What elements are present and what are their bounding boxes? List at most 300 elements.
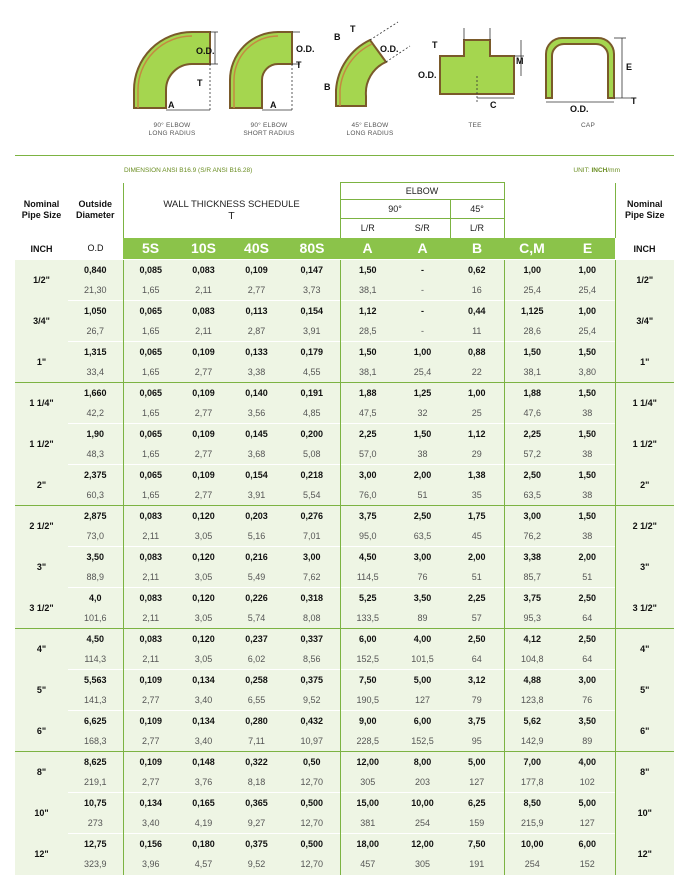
nominal-size-right: 3/4"	[615, 301, 674, 342]
table-row	[15, 465, 674, 486]
cell-mm: 3,91	[229, 485, 284, 506]
cell-mm: 215,9	[504, 813, 560, 834]
cell-mm: 1,65	[123, 321, 178, 342]
cell-inch: 0,109	[123, 711, 178, 732]
header-nominal-right-1: Nominal	[627, 199, 663, 209]
cell-inch: 2,875	[68, 506, 123, 527]
cell-inch: 8,625	[68, 752, 123, 773]
cell-mm: 12,70	[284, 854, 340, 875]
cell-inch: 12,75	[68, 834, 123, 855]
label-od: O.D.	[380, 44, 399, 54]
cell-inch: 1,00	[450, 383, 504, 404]
cell-mm: 142,9	[504, 731, 560, 752]
table-row	[15, 834, 674, 855]
cell-mm: 127	[395, 690, 450, 711]
cell-mm: 5,08	[284, 444, 340, 465]
cell-inch: 2,50	[504, 465, 560, 486]
cell-inch: -	[395, 260, 450, 281]
caption-line-1: 90° ELBOW	[250, 122, 288, 129]
table-row	[15, 526, 674, 547]
cell-inch: 18,00	[340, 834, 395, 855]
cell-mm: 38	[560, 485, 615, 506]
cell-inch: 1,315	[68, 342, 123, 363]
nominal-size-right: 8"	[615, 752, 674, 793]
cell-inch: 0,065	[123, 424, 178, 445]
cell-inch: 0,109	[178, 342, 229, 363]
label-od: O.D.	[570, 104, 589, 114]
cell-mm: 95,0	[340, 526, 395, 547]
nominal-size-right: 3 1/2"	[615, 588, 674, 629]
cell-mm: 3,38	[229, 362, 284, 383]
cell-inch: 0,365	[229, 793, 284, 814]
header-sr: S/R	[414, 223, 430, 234]
cell-inch: 0,083	[123, 588, 178, 609]
header-outside-1: Outside	[78, 199, 112, 209]
cell-mm: 1,65	[123, 280, 178, 301]
cell-inch: 0,50	[284, 752, 340, 773]
cell-inch: 0,120	[178, 506, 229, 527]
label-od: O.D.	[196, 46, 215, 56]
cell-inch: 0,500	[284, 834, 340, 855]
cell-inch: 1,50	[560, 383, 615, 404]
cell-mm: 104,8	[504, 649, 560, 670]
table-row	[15, 588, 674, 609]
cell-mm: 127	[560, 813, 615, 834]
diagram-elbow-45-long	[320, 18, 420, 140]
cell-mm: 3,05	[178, 567, 229, 588]
cell-mm: 273	[68, 813, 123, 834]
cell-mm: 28,5	[340, 321, 395, 342]
cell-mm: 254	[504, 854, 560, 875]
table-row	[15, 567, 674, 588]
cell-mm: 1,65	[123, 444, 178, 465]
cell-inch: 7,50	[340, 670, 395, 691]
cell-mm: 2,11	[123, 526, 178, 547]
cell-mm: 191	[450, 854, 504, 875]
cell-inch: 0,180	[178, 834, 229, 855]
cell-mm: 152,5	[395, 731, 450, 752]
label-od: O.D.	[296, 44, 315, 54]
cell-inch: 0,500	[284, 793, 340, 814]
cell-mm: 73,0	[68, 526, 123, 547]
code-80s: 80S	[284, 238, 340, 260]
cell-mm: 9,27	[229, 813, 284, 834]
cell-inch: 0,145	[229, 424, 284, 445]
cell-mm: 4,19	[178, 813, 229, 834]
cell-mm: 38	[395, 444, 450, 465]
cell-mm: 42,2	[68, 403, 123, 424]
label-t: T	[197, 78, 203, 88]
cell-inch: 0,318	[284, 588, 340, 609]
cell-mm: 76	[560, 690, 615, 711]
cell-inch: 0,140	[229, 383, 284, 404]
cell-mm: 141,3	[68, 690, 123, 711]
header-lr-b: L/R	[450, 219, 504, 238]
cell-inch: 8,00	[395, 752, 450, 773]
cell-inch: 2,50	[560, 588, 615, 609]
nominal-size-right: 3"	[615, 547, 674, 588]
diagram-elbow-90-long	[122, 18, 222, 140]
cell-inch: 3,75	[450, 711, 504, 732]
cell-inch: 0,120	[178, 588, 229, 609]
cell-inch: 0,133	[229, 342, 284, 363]
diagram-elbow-90-short	[218, 18, 320, 140]
table-row	[15, 547, 674, 568]
cell-mm: 7,62	[284, 567, 340, 588]
cell-inch: 12,00	[395, 834, 450, 855]
cell-mm: 51	[560, 567, 615, 588]
cell-mm: 35	[450, 485, 504, 506]
cell-inch: 4,50	[68, 629, 123, 650]
cell-mm: 57,0	[340, 444, 395, 465]
cell-mm: 3,05	[178, 608, 229, 629]
caption-line-1: TEE	[468, 122, 482, 129]
cell-inch: 0,840	[68, 260, 123, 281]
label-b-top: B	[334, 32, 341, 42]
cell-mm: 10,97	[284, 731, 340, 752]
table-row	[15, 280, 674, 301]
cell-mm: 64	[450, 649, 504, 670]
cell-inch: 0,375	[229, 834, 284, 855]
cell-mm: 305	[340, 772, 395, 793]
divider	[15, 155, 674, 156]
cell-inch: 0,337	[284, 629, 340, 650]
nominal-size: 4"	[15, 629, 68, 670]
cell-inch: 0,165	[178, 793, 229, 814]
nominal-size: 12"	[15, 834, 68, 875]
cell-inch: 0,218	[284, 465, 340, 486]
nominal-size-right: 1 1/4"	[615, 383, 674, 424]
cell-mm: 63,5	[504, 485, 560, 506]
cell-inch: 1,38	[450, 465, 504, 486]
nominal-size: 1"	[15, 342, 68, 383]
label-t: T	[350, 24, 356, 34]
cell-inch: 12,00	[340, 752, 395, 773]
cell-inch: 3,50	[395, 588, 450, 609]
cell-mm: 190,5	[340, 690, 395, 711]
cell-mm: 3,73	[284, 280, 340, 301]
cell-mm: 45	[450, 526, 504, 547]
cell-mm: 8,18	[229, 772, 284, 793]
cell-mm: 2,77	[178, 403, 229, 424]
cell-mm: 127	[450, 772, 504, 793]
label-c: C	[490, 100, 497, 110]
cell-mm: 76,0	[340, 485, 395, 506]
cell-inch: 1,00	[560, 260, 615, 281]
cell-mm: 63,5	[395, 526, 450, 547]
cell-mm: 3,68	[229, 444, 284, 465]
cell-mm: 457	[340, 854, 395, 875]
cell-mm: 168,3	[68, 731, 123, 752]
table-body	[15, 260, 674, 875]
cell-inch: 1,12	[450, 424, 504, 445]
cell-inch: 1,25	[395, 383, 450, 404]
nominal-size: 5"	[15, 670, 68, 711]
cell-mm: 1,65	[123, 403, 178, 424]
header-nominal-2: Pipe Size	[21, 210, 62, 220]
nominal-size: 8"	[15, 752, 68, 793]
cell-mm: 5,54	[284, 485, 340, 506]
cell-inch: 1,50	[340, 260, 395, 281]
cell-inch: 0,216	[229, 547, 284, 568]
cell-inch: 3,00	[504, 506, 560, 527]
tee-fitting-icon	[420, 18, 530, 118]
cell-mm: 6,02	[229, 649, 284, 670]
cell-inch: 7,50	[450, 834, 504, 855]
table-row	[15, 260, 674, 281]
cell-inch: 0,065	[123, 301, 178, 322]
cell-inch: 5,62	[504, 711, 560, 732]
cell-mm: 8,08	[284, 608, 340, 629]
cell-mm: 38,1	[504, 362, 560, 383]
cell-mm: 12,70	[284, 813, 340, 834]
cell-inch: 6,00	[560, 834, 615, 855]
cell-mm: -	[395, 280, 450, 301]
cell-inch: 7,00	[504, 752, 560, 773]
cell-mm: 48,3	[68, 444, 123, 465]
cell-mm: 3,40	[178, 690, 229, 711]
table-row	[15, 485, 674, 506]
cell-inch: 0,120	[178, 629, 229, 650]
header-nominal-right-2: Pipe Size	[625, 210, 665, 220]
header-nominal-1: Nominal	[23, 199, 60, 209]
cell-inch: 1,50	[340, 342, 395, 363]
cell-inch: 4,00	[560, 752, 615, 773]
cell-inch: 1,660	[68, 383, 123, 404]
cell-mm: 2,11	[178, 321, 229, 342]
cell-inch: 0,156	[123, 834, 178, 855]
cell-inch: 10,00	[504, 834, 560, 855]
header-lr-a: L/R	[340, 219, 395, 238]
label-b: B	[324, 82, 331, 92]
cell-inch: 1,88	[504, 383, 560, 404]
nominal-size: 1/2"	[15, 260, 68, 301]
header-elbow: ELBOW	[340, 183, 504, 200]
cell-inch: 1,00	[395, 342, 450, 363]
label-a: A	[168, 100, 175, 110]
cell-mm: 79	[450, 690, 504, 711]
cell-inch: 0,226	[229, 588, 284, 609]
cell-inch: 2,00	[560, 547, 615, 568]
cell-mm: 25,4	[504, 280, 560, 301]
cell-mm: 9,52	[229, 854, 284, 875]
cell-inch: 2,375	[68, 465, 123, 486]
nominal-size: 2 1/2"	[15, 506, 68, 547]
cell-mm: 57	[450, 608, 504, 629]
cell-inch: 0,280	[229, 711, 284, 732]
cell-inch: 8,50	[504, 793, 560, 814]
header-wall	[123, 183, 340, 238]
nominal-size: 3/4"	[15, 301, 68, 342]
cell-inch: 6,00	[340, 629, 395, 650]
cell-inch: 4,00	[395, 629, 450, 650]
header-nominal-right	[615, 183, 674, 238]
cell-inch: 15,00	[340, 793, 395, 814]
cell-mm: 114,3	[68, 649, 123, 670]
cell-inch: 2,25	[450, 588, 504, 609]
cell-mm: 6,55	[229, 690, 284, 711]
cell-mm: 3,40	[123, 813, 178, 834]
cell-inch: 3,50	[560, 711, 615, 732]
table-row	[15, 608, 674, 629]
cell-mm: 228,5	[340, 731, 395, 752]
header-90: 90°	[340, 200, 450, 219]
cell-inch: 1,50	[560, 465, 615, 486]
nominal-size: 3"	[15, 547, 68, 588]
cell-inch: 0,109	[178, 383, 229, 404]
cell-inch: 3,00	[395, 547, 450, 568]
cell-inch: 4,50	[340, 547, 395, 568]
cell-mm: 3,80	[560, 362, 615, 383]
cell-mm: 159	[450, 813, 504, 834]
label-t: T	[296, 60, 302, 70]
nominal-size-right: 1 1/2"	[615, 424, 674, 465]
table-row	[15, 383, 674, 404]
code-cm: C,M	[504, 238, 560, 260]
table-row	[15, 752, 674, 773]
nominal-size-right: 10"	[615, 793, 674, 834]
cell-mm: 101,5	[395, 649, 450, 670]
cell-mm: 323,9	[68, 854, 123, 875]
cell-inch: 1,12	[340, 301, 395, 322]
cell-mm: 3,05	[178, 526, 229, 547]
unit-note	[573, 167, 620, 174]
cell-mm: 381	[340, 813, 395, 834]
nominal-size-right: 1"	[615, 342, 674, 383]
cell-inch: 3,75	[504, 588, 560, 609]
cell-inch: 1,00	[504, 260, 560, 281]
cell-mm: 38	[560, 444, 615, 465]
cell-inch: 1,00	[560, 301, 615, 322]
cell-mm: 7,01	[284, 526, 340, 547]
cell-inch: 2,25	[340, 424, 395, 445]
cell-inch: 0,322	[229, 752, 284, 773]
caption-line-1: 45° ELBOW	[351, 122, 389, 129]
cell-inch: 0,237	[229, 629, 284, 650]
cell-mm: 5,74	[229, 608, 284, 629]
cell-inch: 2,50	[395, 506, 450, 527]
cell-inch: 0,134	[178, 711, 229, 732]
cell-mm: 25,4	[395, 362, 450, 383]
cell-inch: 1,88	[340, 383, 395, 404]
table-row	[15, 731, 674, 752]
cell-mm: 38,1	[340, 362, 395, 383]
cell-mm: 21,30	[68, 280, 123, 301]
cell-inch: 4,12	[504, 629, 560, 650]
code-10s: 10S	[178, 238, 229, 260]
label-e: E	[626, 62, 633, 72]
cell-inch: 1,125	[504, 301, 560, 322]
cell-inch: 0,083	[178, 301, 229, 322]
unit-prefix: UNIT:	[573, 167, 592, 174]
cell-mm: 2,11	[123, 649, 178, 670]
cell-inch: 0,083	[123, 506, 178, 527]
cell-inch: 3,00	[340, 465, 395, 486]
cell-inch: 0,109	[178, 424, 229, 445]
table-row	[15, 670, 674, 691]
cell-mm: 5,49	[229, 567, 284, 588]
nominal-size: 1 1/2"	[15, 424, 68, 465]
table-row	[15, 629, 674, 650]
cell-inch: 0,147	[284, 260, 340, 281]
cell-inch: 0,191	[284, 383, 340, 404]
cell-inch: 0,065	[123, 383, 178, 404]
cell-inch: 2,25	[504, 424, 560, 445]
diagram-tee	[420, 18, 530, 140]
cell-mm: 60,3	[68, 485, 123, 506]
cell-mm: 219,1	[68, 772, 123, 793]
cell-inch: 0,375	[284, 670, 340, 691]
unit-suffix: /mm	[607, 167, 620, 174]
cell-mm: 26,7	[68, 321, 123, 342]
cell-mm: 11	[450, 321, 504, 342]
header-fittings	[504, 183, 615, 238]
cell-inch: 5,25	[340, 588, 395, 609]
cell-inch: 0,148	[178, 752, 229, 773]
cell-mm: 2,77	[123, 690, 178, 711]
cell-inch: 0,109	[178, 465, 229, 486]
cell-inch: 0,154	[284, 301, 340, 322]
cell-inch: 0,179	[284, 342, 340, 363]
cell-mm: 4,57	[178, 854, 229, 875]
table-row	[15, 854, 674, 875]
table-row	[15, 813, 674, 834]
caption-line-1: 90° ELBOW	[153, 122, 191, 129]
cell-mm: 101,6	[68, 608, 123, 629]
cell-mm: 102	[560, 772, 615, 793]
cell-inch: 3,12	[450, 670, 504, 691]
cell-mm: 76	[395, 567, 450, 588]
nominal-size: 2"	[15, 465, 68, 506]
cell-inch: 0,083	[178, 260, 229, 281]
table-row	[15, 649, 674, 670]
cell-inch: 3,75	[340, 506, 395, 527]
cell-mm: 123,8	[504, 690, 560, 711]
cell-mm: 95,3	[504, 608, 560, 629]
cell-mm: 47,5	[340, 403, 395, 424]
cell-inch: 0,065	[123, 342, 178, 363]
table-row	[15, 342, 674, 363]
code-a-sr: A	[395, 238, 450, 260]
nominal-size-right: 6"	[615, 711, 674, 752]
cell-mm: 38	[560, 526, 615, 547]
label-t: T	[631, 96, 637, 106]
cell-mm: 152,5	[340, 649, 395, 670]
table-row	[15, 711, 674, 732]
cell-mm: 76,2	[504, 526, 560, 547]
cell-mm: 2,11	[178, 280, 229, 301]
cell-inch: 0,134	[178, 670, 229, 691]
cell-inch: 2,50	[450, 629, 504, 650]
table-row	[15, 321, 674, 342]
fittings-dimension-table	[15, 182, 674, 875]
cell-mm: 38,1	[340, 280, 395, 301]
cell-inch: 1,50	[504, 342, 560, 363]
code-e: E	[560, 238, 615, 260]
cap-fitting-icon	[538, 18, 638, 118]
cell-mm: 25,4	[560, 321, 615, 342]
label-od: O.D.	[418, 70, 437, 80]
cell-inch: 0,120	[178, 547, 229, 568]
cell-inch: 5,563	[68, 670, 123, 691]
cell-inch: 1,50	[560, 424, 615, 445]
cell-inch: 10,75	[68, 793, 123, 814]
caption-line-2: LONG RADIUS	[148, 130, 196, 137]
code-40s: 40S	[229, 238, 284, 260]
cell-inch: 5,00	[450, 752, 504, 773]
cell-mm: 203	[395, 772, 450, 793]
cell-mm: 254	[395, 813, 450, 834]
